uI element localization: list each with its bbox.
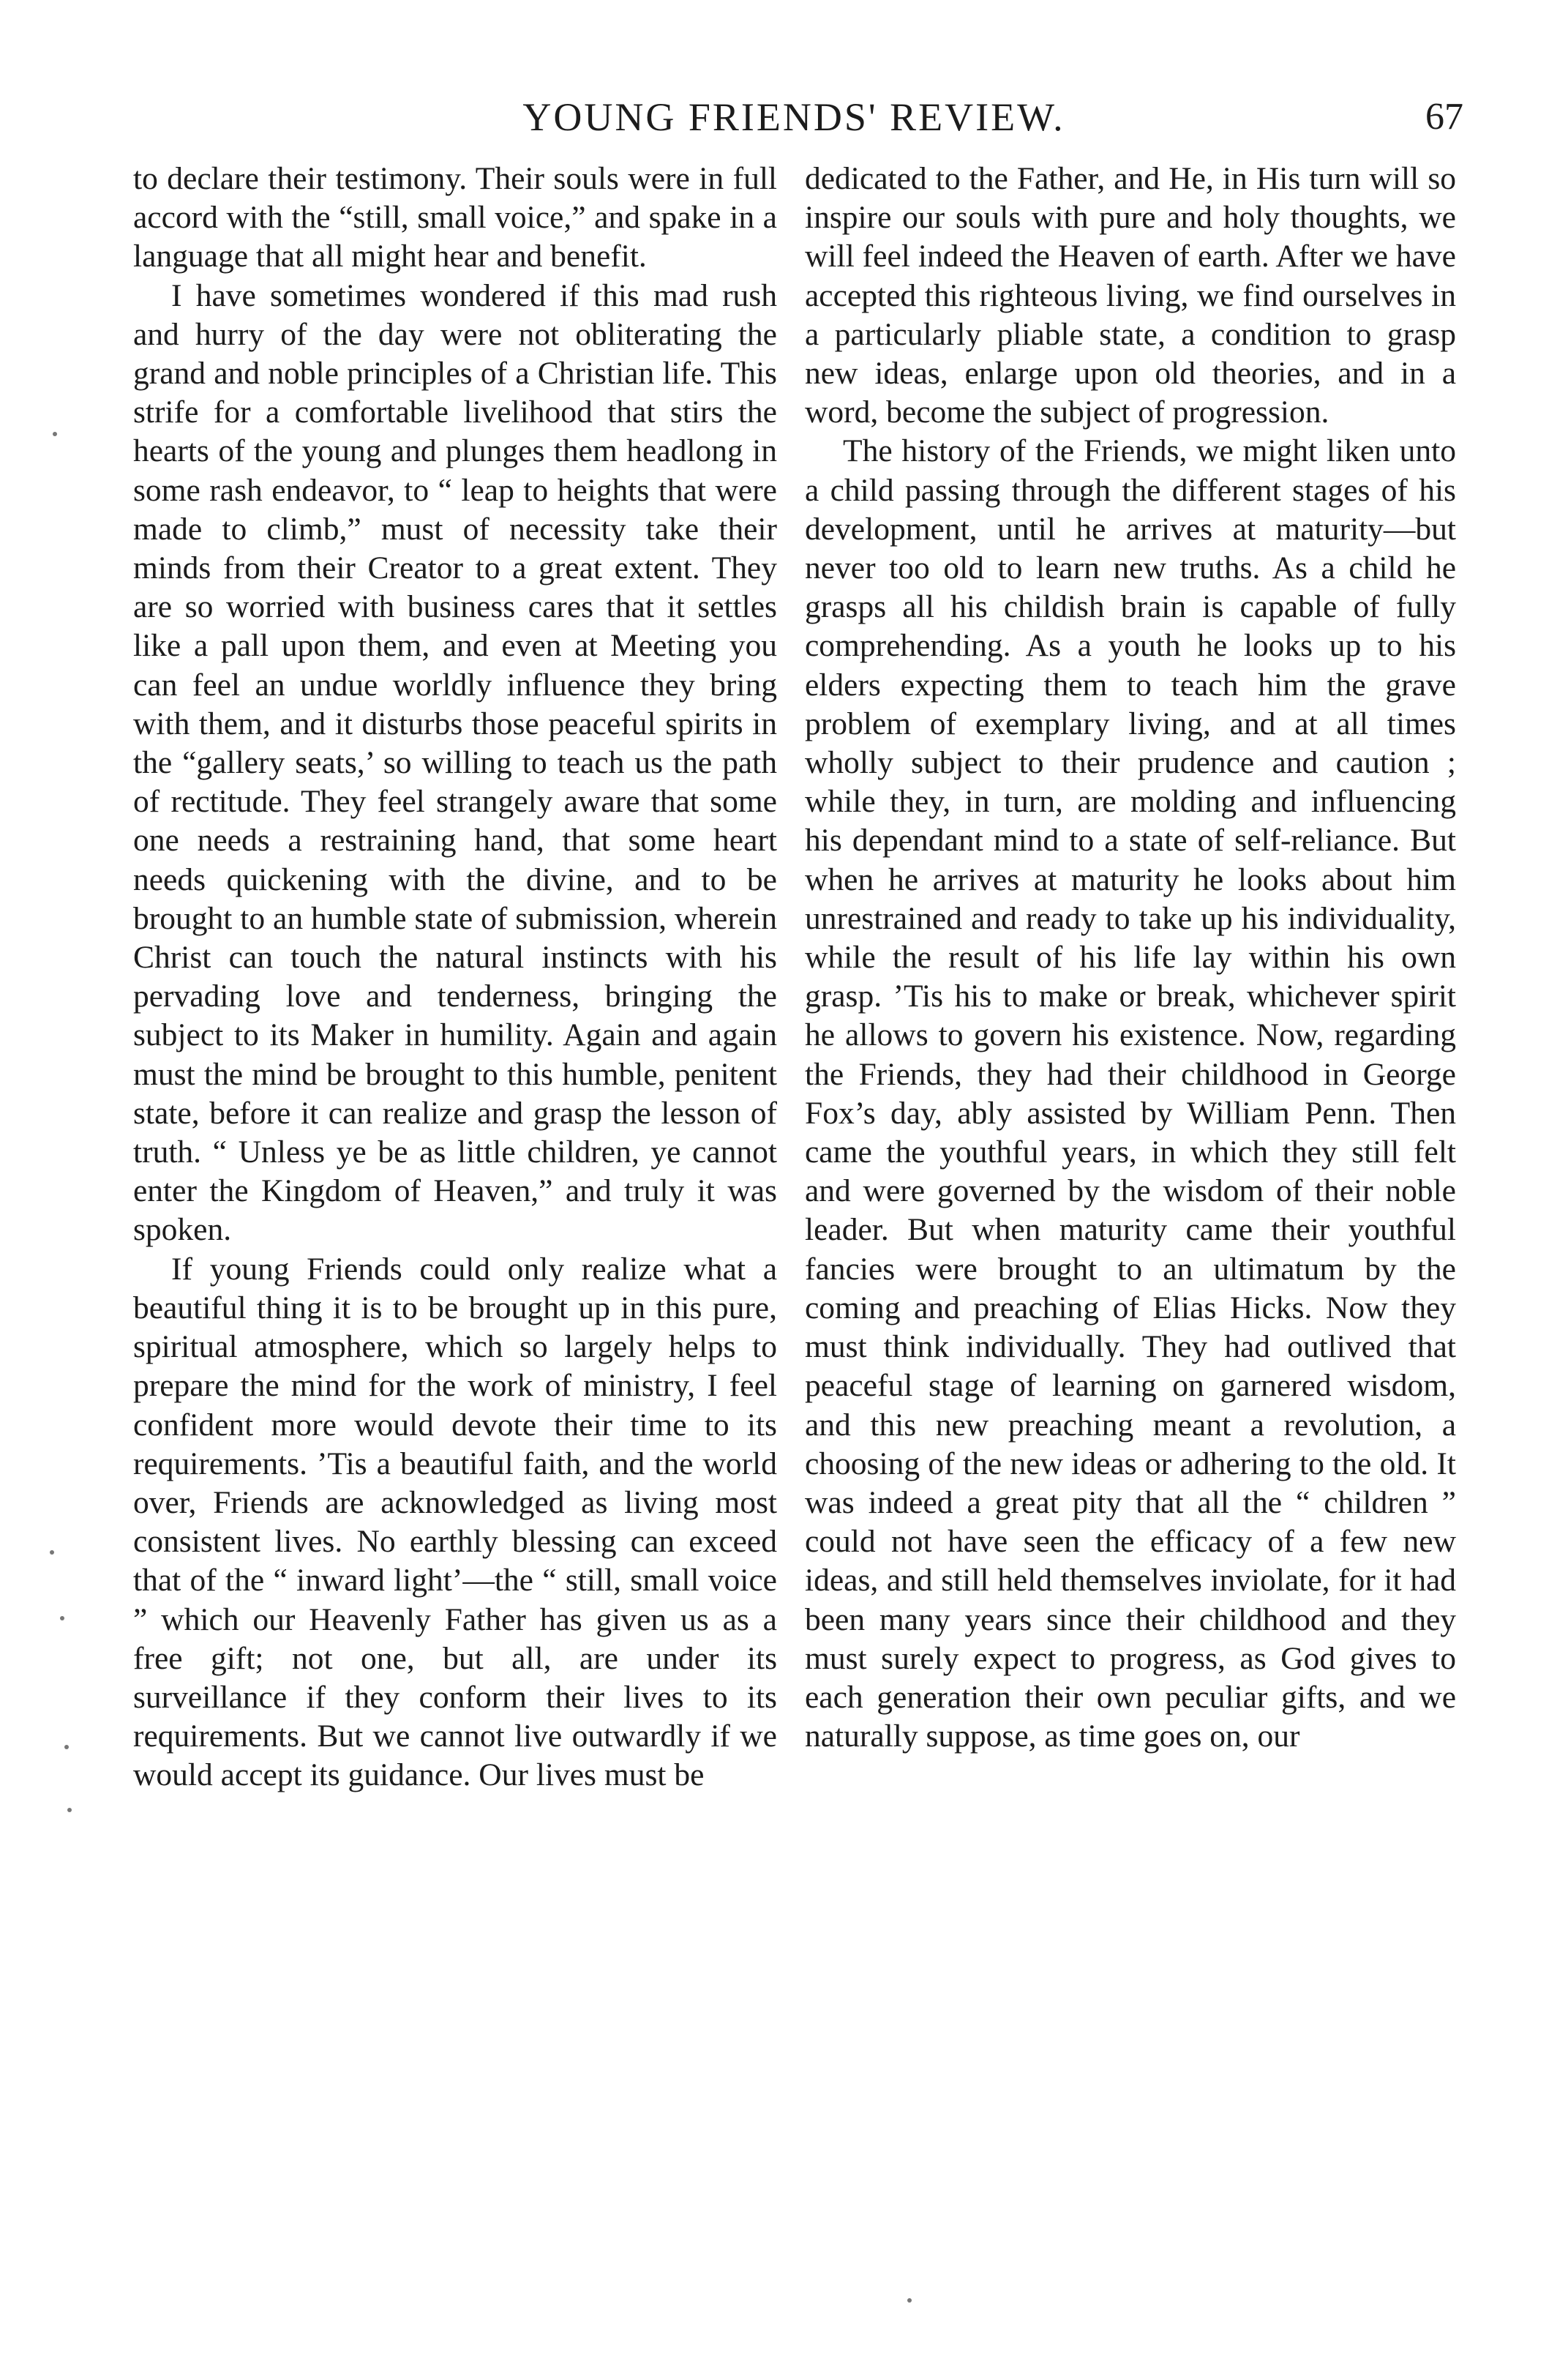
journal-title: YOUNG FRIENDS' REVIEW. xyxy=(522,95,1065,139)
page-number: 67 xyxy=(1425,96,1463,138)
margin-speck xyxy=(907,2298,912,2303)
margin-speck xyxy=(64,1745,69,1749)
paragraph: to declare their testimony. Their souls were in full accord with the “still, small voice,” and spake in a language that all might hear and benefit. xyxy=(133,161,777,274)
margin-speck xyxy=(53,432,57,436)
margin-speck xyxy=(50,1550,54,1555)
running-header xyxy=(124,88,1463,146)
paragraph: dedicated to the Father, and He, in His turn will so inspire our souls with pure and holy thoughts, we will feel indeed the Heaven of earth. After we have accepted this righteous living, we find ourselves in a particularly pliable state, a condition to grasp new ideas, enlarge upon old theories, and in a word, become the subject of progression. xyxy=(805,161,1456,430)
margin-speck xyxy=(60,1616,64,1620)
right-column xyxy=(805,160,1456,1756)
left-column xyxy=(133,160,777,1795)
margin-speck xyxy=(67,1808,72,1812)
paragraph: The history of the Friends, we might liken unto a child passing through the different stages of his development, until he arrives at maturity—but never too old to learn new truths. As a child he grasps all his childish brain is capable of fully comprehending. As a youth he looks up to his elders expecting them to teach him the grave problem of exemplary living, and at all times wholly subject to their prudence and caution ; while they, in turn, are molding and influencing his dependant mind to a state of self-reliance. But when he arrives at maturity he looks about him unrestrained and ready to take up his individuality, while the result of his life lay within his own grasp. ’Tis his to make or break, whichever spirit he allows to govern his existence. Now, regarding the Friends, they had their childhood in George Fox’s day, ably assisted by William Penn. Then came the youthful years, in which they still felt and were governed by the wisdom of their noble leader. But when maturity came their youthful fancies were brought to an ultimatum by the coming and preaching of Elias Hicks. Now they must think individually. They had outlived that peaceful stage of learning on garnered wisdom, and this new preaching meant a revolution, a choosing of the new ideas or adhering to the old. It was indeed a great pity that all the “ children ” could not have seen the efficacy of a few new ideas, and still held themselves inviolate, for it had been many years since their childhood and they must surely expect to progress, as God gives to each generation their own peculiar gifts, and we naturally suppose, as time goes on, our xyxy=(805,433,1456,1754)
paragraph: If young Friends could only realize what a beautiful thing it is to be brought up in this pure, spiritual atmosphere, which so largely helps to prepare the mind for the work of ministry, I feel confident more would devote their time to its requirements. ’Tis a beautiful faith, and the world over, Friends are acknowledged as living most consistent lives. No earthly blessing can exceed that of the “ inward light’—the “ still, small voice ” which our Heavenly Father has given us as a free gift; not one, but all, are under its surveillance if they conform their lives to its requirements. But we cannot live outwardly if we would accept its guidance. Our lives must be xyxy=(133,1251,777,1793)
paragraph: I have sometimes wondered if this mad rush and hurry of the day were not obliterating the grand and noble principles of a Christian life. This strife for a comfortable livelihood that stirs the hearts of the young and plunges them headlong in some rash endeavor, to “ leap to heights that were made to climb,” must of necessity take their minds from their Creator to a great extent. They are so worried with business cares that it settles like a pall upon them, and even at Meeting you can feel an undue worldly influence they bring with them, and it disturbs those peaceful spirits in the “gallery seats,’ so willing to teach us the path of rectitude. They feel strangely aware that some one needs a restraining hand, that some heart needs quickening with the divine, and to be brought to an humble state of submission, wherein Christ can touch the natural instincts with his pervading love and tenderness, bringing the subject to its Maker in humility. Again and again must the mind be brought to this humble, penitent state, before it can realize and grasp the lesson of truth. “ Unless ye be as little children, ye cannot enter the Kingdom of Heaven,” and truly it was spoken. xyxy=(133,277,777,1248)
